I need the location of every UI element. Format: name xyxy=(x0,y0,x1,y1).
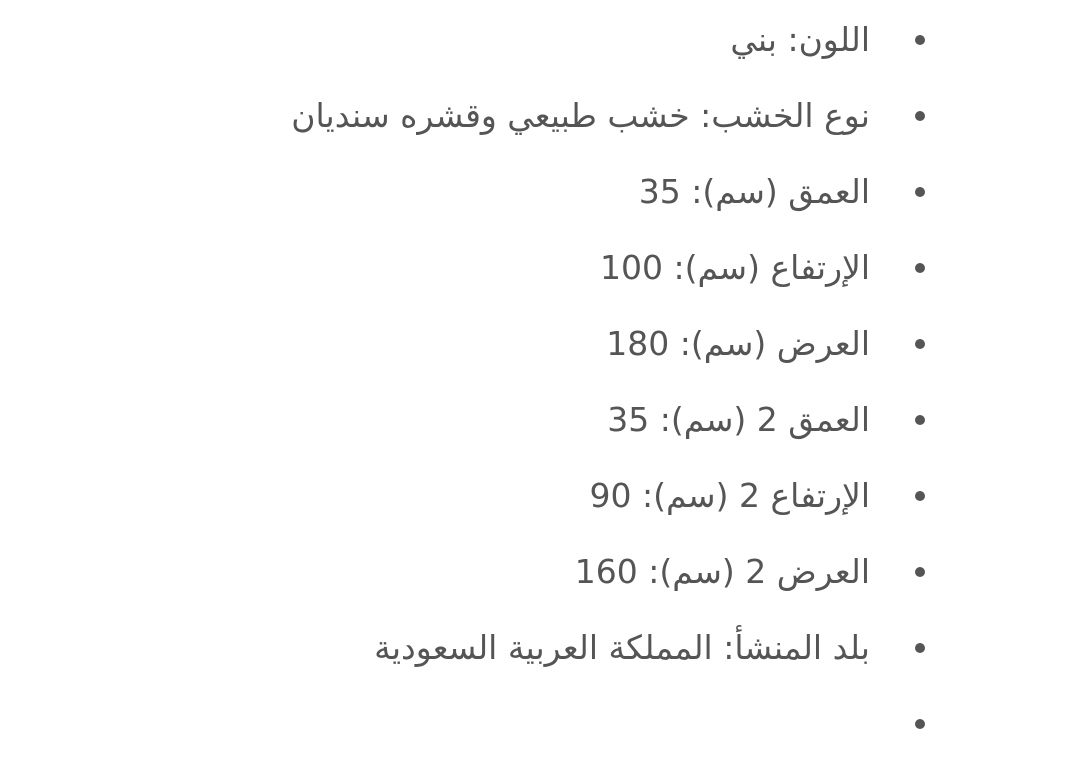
spec-text: العمق (سم): 35 xyxy=(638,172,870,211)
bullet-icon xyxy=(915,415,925,425)
spec-text: الإرتفاع (سم): 100 xyxy=(599,248,870,287)
spec-text: الإرتفاع 2 (سم): 90 xyxy=(589,476,870,515)
bullet-icon xyxy=(915,35,925,45)
spec-text: نوع الخشب: خشب طبيعي وقشره سنديان xyxy=(291,96,870,135)
spec-item-depth xyxy=(0,154,1080,230)
spec-item-wood-type xyxy=(0,78,1080,154)
spec-item-height xyxy=(0,230,1080,306)
bullet-icon xyxy=(915,567,925,577)
spec-item-color xyxy=(0,2,1080,78)
bullet-icon xyxy=(915,643,925,653)
product-specifications-list xyxy=(0,2,1080,762)
bullet-icon xyxy=(915,263,925,273)
spec-item-height-2 xyxy=(0,458,1080,534)
spec-text: العمق 2 (سم): 35 xyxy=(607,400,870,439)
spec-item-country-of-origin xyxy=(0,610,1080,686)
spec-text: العرض (سم): 180 xyxy=(606,324,870,363)
bullet-icon xyxy=(915,111,925,121)
bullet-icon xyxy=(915,339,925,349)
spec-item-width xyxy=(0,306,1080,382)
spec-item-empty xyxy=(0,686,1080,762)
bullet-icon xyxy=(915,187,925,197)
bullet-icon xyxy=(915,491,925,501)
spec-text: اللون: بني xyxy=(730,20,870,59)
spec-text: بلد المنشأ: المملكة العربية السعودية xyxy=(374,628,870,667)
bullet-icon xyxy=(915,719,925,729)
spec-text: العرض 2 (سم): 160 xyxy=(574,552,870,591)
spec-item-width-2 xyxy=(0,534,1080,610)
spec-item-depth-2 xyxy=(0,382,1080,458)
